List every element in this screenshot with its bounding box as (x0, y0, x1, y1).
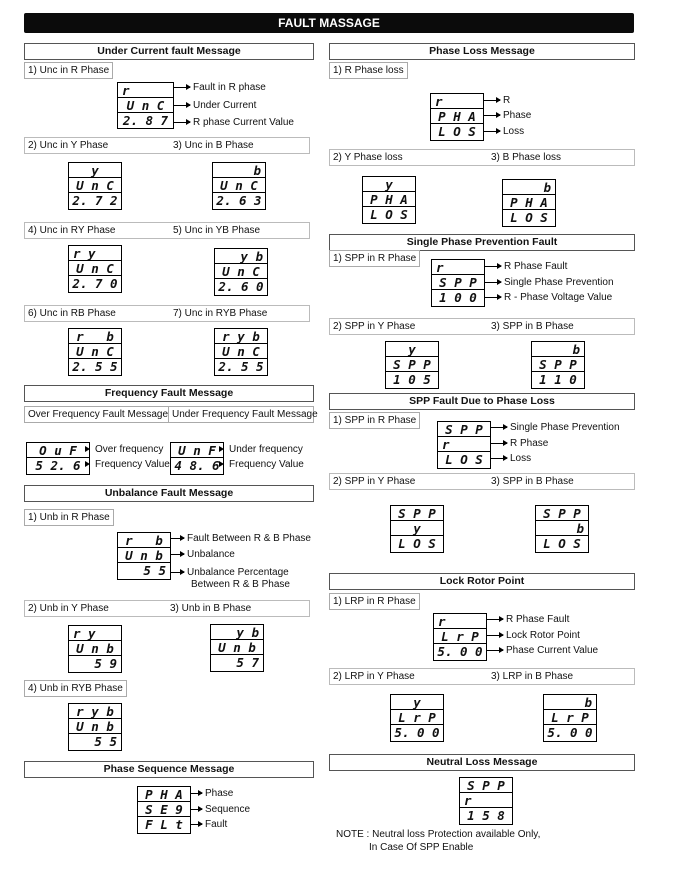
display-line-3: 5. 0 0 (547, 725, 593, 739)
label-unc-b: 3) Unc in B Phase (173, 140, 254, 151)
annotation-phase-current-value: Phase Current Value (486, 645, 598, 657)
label-row-unc-yb (24, 137, 310, 154)
display-line-1: y (91, 163, 99, 177)
display-line-1: r (435, 94, 443, 108)
annotation-sequence: Sequence (190, 804, 250, 816)
display-lrp-b (543, 694, 597, 742)
display-unc-rb (68, 328, 122, 376)
label-spp-loss-r: 1) SPP in R Phase (329, 412, 420, 429)
display-line-2: U n C (126, 98, 165, 112)
display-line-3: L O S (370, 207, 408, 221)
display-line-1: r b (125, 533, 163, 547)
label-unc-y: 2) Unc in Y Phase (28, 140, 109, 151)
annotation-single-phase-prevention: Single Phase Prevention (490, 422, 620, 434)
annotation-fault-between-r-b: Fault Between R & B Phase (170, 533, 311, 545)
section-title-spp-phase-loss: SPP Fault Due to Phase Loss (329, 393, 635, 410)
label-y-phase-loss: 2) Y Phase loss (333, 152, 403, 163)
section-title-phase-loss: Phase Loss Message (329, 43, 635, 60)
label-spp-loss-b: 3) SPP in B Phase (491, 476, 574, 487)
display-under-frequency (170, 442, 224, 475)
annotation-r-phase-voltage: R - Phase Voltage Value (484, 292, 612, 304)
section-title-neutral-loss: Neutral Loss Message (329, 754, 635, 771)
annotation-loss: Loss (490, 453, 531, 465)
annotation-under-frequency-value: Frequency Value (229, 459, 304, 470)
annotation-over-frequency-value: Frequency Value (95, 459, 170, 470)
display-line-3: 2. 7 0 (72, 276, 118, 290)
display-phase-sequence (137, 786, 191, 834)
display-line-3: 5. 0 0 (394, 725, 440, 739)
display-y-phase-loss (362, 176, 416, 224)
display-line-3: L O S (445, 452, 483, 466)
display-line-1: S P P (445, 422, 483, 436)
display-line-2: U n C (76, 178, 114, 192)
display-unc-y (68, 162, 122, 210)
display-line-3: 2. 5 5 (218, 359, 264, 373)
annotation-r-phase-fault: R Phase Fault (484, 261, 567, 273)
label-row-lrp-yb (329, 668, 635, 685)
display-line-3: 2. 8 7 (122, 113, 169, 127)
display-unb-ryb (68, 703, 122, 751)
display-line-1: r y (73, 246, 96, 260)
section-title-under-current: Under Current fault Message (24, 43, 314, 60)
display-line-1: r (122, 83, 130, 97)
display-line-2: 5 2. 6 (35, 458, 81, 472)
display-line-1: S P P (467, 778, 505, 792)
display-line-3: 5 5 (143, 563, 166, 577)
section-title-frequency: Frequency Fault Message (24, 385, 314, 402)
display-line-1: r y b (222, 329, 260, 343)
display-unc-b (212, 162, 266, 210)
annotation-r-phase: R Phase (490, 438, 548, 450)
label-lrp-y: 2) LRP in Y Phase (333, 671, 415, 682)
display-line-1: r (436, 260, 444, 274)
display-line-3: 2. 5 5 (72, 359, 118, 373)
display-line-1: b (543, 180, 551, 194)
display-line-3: 2. 6 0 (218, 279, 264, 293)
display-line-1: y (413, 695, 421, 709)
label-unc-r: 1) Unc in R Phase (24, 62, 113, 79)
annotation-over-frequency: Over frequency (95, 444, 164, 455)
annotation-r-phase-fault: R Phase Fault (486, 614, 569, 626)
label-over-frequency: Over Frequency Fault Message (24, 406, 172, 423)
annotation-phase: Phase (483, 110, 531, 122)
display-spp-b (531, 341, 585, 389)
display-line-3: 5 9 (94, 656, 117, 670)
display-line-2: L r P (551, 710, 589, 724)
label-r-phase-loss: 1) R Phase loss (329, 62, 408, 79)
display-spp-y (385, 341, 439, 389)
display-line-3: L O S (510, 210, 548, 224)
display-over-frequency (26, 442, 90, 475)
section-title-phase-sequence: Phase Sequence Message (24, 761, 314, 778)
display-b-phase-loss (502, 179, 556, 227)
display-unc-yb (214, 248, 268, 296)
display-r-phase-loss (430, 93, 484, 141)
display-line-3: 5 5 (94, 734, 117, 748)
annotation-unbalance-percentage: Unbalance Percentage (170, 567, 289, 579)
display-line-3: 2. 7 2 (72, 193, 118, 207)
label-unc-ry: 4) Unc in RY Phase (28, 225, 116, 236)
label-unb-ryb: 4) Unb in RYB Phase (24, 680, 127, 697)
display-line-1: r (438, 614, 446, 628)
annotation-lock-rotor-point: Lock Rotor Point (486, 630, 580, 642)
display-unb-r (117, 532, 171, 580)
display-spp-loss-b (535, 505, 589, 553)
label-unb-y: 2) Unb in Y Phase (28, 603, 109, 614)
display-unb-y (68, 625, 122, 673)
display-line-2: L r P (441, 629, 479, 643)
display-line-1: r y b (76, 704, 114, 718)
display-line-2: S P P (539, 357, 577, 371)
label-row-phase-loss-yb (329, 149, 635, 166)
display-spp-r (431, 259, 485, 307)
annotation-current-value: R phase Current Value (174, 117, 294, 129)
annotation-fault: Fault (190, 819, 227, 831)
display-line-2: y (413, 521, 421, 535)
label-spp-y: 2) SPP in Y Phase (333, 321, 416, 332)
display-line-1: y b (236, 625, 259, 639)
display-line-2: L r P (398, 710, 436, 724)
display-line-2: P H A (438, 109, 476, 123)
label-spp-r: 1) SPP in R Phase (329, 250, 420, 267)
note-neutral-loss-line-1: NOTE : Neutral loss Protection available Only, (336, 829, 541, 840)
label-row-spp-loss-yb (329, 473, 635, 490)
page-banner: FAULT MASSAGE (24, 13, 634, 33)
display-line-1: P H A (145, 787, 183, 801)
label-unb-r: 1) Unb in R Phase (24, 509, 114, 526)
display-line-3: L O S (398, 536, 436, 550)
display-unc-r (117, 82, 174, 129)
display-line-3: 5 7 (236, 655, 259, 669)
label-row-unc-ry-yb (24, 222, 310, 239)
display-line-2: b (576, 521, 584, 535)
annotation-under-current: Under Current (174, 100, 256, 112)
display-spp-loss-r (437, 421, 491, 469)
display-line-3: 1 1 0 (539, 372, 577, 386)
label-unb-b: 3) Unb in B Phase (170, 603, 252, 614)
display-line-1: y (408, 342, 416, 356)
label-under-frequency: Under Frequency Fault Message (168, 406, 314, 423)
display-unb-b (210, 624, 264, 672)
display-line-2: S E 9 (145, 802, 183, 816)
display-line-1: y (385, 177, 393, 191)
annotation-r: R (483, 95, 510, 107)
label-spp-b: 3) SPP in B Phase (491, 321, 574, 332)
display-line-3: 1 0 5 (393, 372, 431, 386)
display-line-1: b (572, 342, 580, 356)
display-line-2: P H A (370, 192, 408, 206)
display-unc-ryb (214, 328, 268, 376)
display-line-2: 4 8. 6 (174, 458, 220, 472)
label-row-spp-yb (329, 318, 635, 335)
display-line-3: 1 0 0 (439, 290, 477, 304)
display-line-3: L O S (543, 536, 581, 550)
label-spp-loss-y: 2) SPP in Y Phase (333, 476, 416, 487)
display-line-1: r b (76, 329, 114, 343)
display-line-1: S P P (398, 506, 436, 520)
display-line-2: U n b (218, 640, 256, 654)
label-row-unb-yb (24, 600, 310, 617)
display-line-2: U n C (222, 344, 260, 358)
display-line-2: S P P (393, 357, 431, 371)
display-unc-ry (68, 245, 122, 293)
display-line-3: 1 5 8 (467, 808, 505, 822)
display-line-2: U n C (76, 344, 114, 358)
display-line-2: P H A (510, 195, 548, 209)
display-line-2: r (442, 437, 450, 451)
label-unc-rb: 6) Unc in RB Phase (28, 308, 116, 319)
display-spp-loss-y (390, 505, 444, 553)
label-unc-ryb: 7) Unc in RYB Phase (173, 308, 268, 319)
section-title-lock-rotor: Lock Rotor Point (329, 573, 635, 590)
display-line-3: L O S (438, 124, 476, 138)
label-lrp-b: 3) LRP in B Phase (491, 671, 574, 682)
note-neutral-loss-line-2: In Case Of SPP Enable (369, 842, 474, 853)
display-line-2: U n C (220, 178, 258, 192)
display-line-1: O u F (39, 443, 77, 457)
display-line-3: 2. 6 3 (216, 193, 262, 207)
display-lrp-r (433, 613, 487, 661)
display-line-2: U n C (222, 264, 260, 278)
display-line-2: U n b (125, 548, 163, 562)
display-line-1: b (584, 695, 592, 709)
annotation-unbalance: Unbalance (170, 549, 235, 561)
section-title-spp: Single Phase Prevention Fault (329, 234, 635, 251)
display-line-1: U n F (178, 443, 216, 457)
annotation-single-phase-prevention: Single Phase Prevention (484, 277, 614, 289)
display-line-2: U n C (76, 261, 114, 275)
display-lrp-y (390, 694, 444, 742)
display-line-2: S P P (439, 275, 477, 289)
label-row-unc-rb-ryb (24, 305, 310, 322)
display-line-1: r y (73, 626, 96, 640)
annotation-under-frequency: Under frequency (229, 444, 303, 455)
label-lrp-r: 1) LRP in R Phase (329, 593, 420, 610)
annotation-loss: Loss (483, 126, 524, 138)
display-line-1: S P P (543, 506, 581, 520)
display-line-1: b (253, 163, 261, 177)
annotation-fault-r: Fault in R phase (174, 82, 266, 94)
section-title-unbalance: Unbalance Fault Message (24, 485, 314, 502)
label-unc-yb: 5) Unc in YB Phase (173, 225, 261, 236)
display-line-2: U n b (76, 641, 114, 655)
display-neutral-loss (459, 777, 513, 825)
label-b-phase-loss: 3) B Phase loss (491, 152, 562, 163)
display-line-2: U n b (76, 719, 114, 733)
display-line-3: 5. 0 0 (437, 644, 483, 658)
display-line-3: F L t (145, 817, 183, 831)
annotation-between-r-b: Between R & B Phase (191, 579, 290, 590)
display-line-1: y b (240, 249, 263, 263)
annotation-phase: Phase (190, 788, 233, 800)
display-line-2: r (464, 793, 472, 807)
